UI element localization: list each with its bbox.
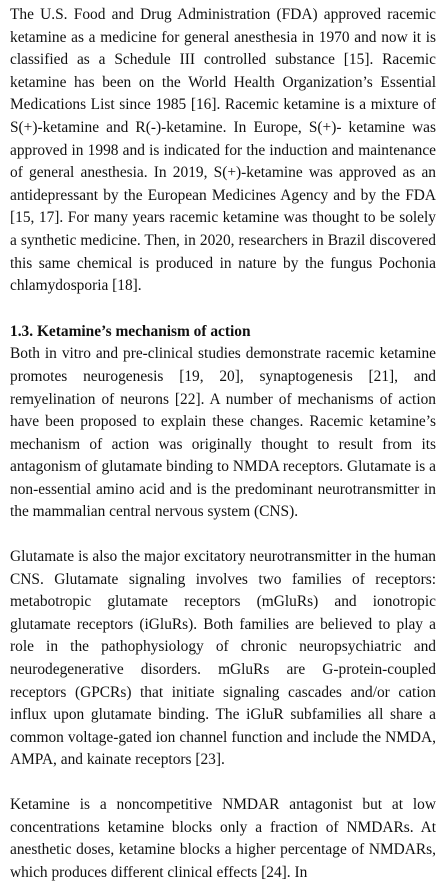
section-title: Ketamine’s mechanism of action (36, 322, 251, 340)
document-page (10, 4, 436, 884)
paragraph-ketamine-history: The U.S. Food and Drug Administration (FDA) approved racemic ketamine as a medicine for general anesthesia in 1970 and now it is classified as a Schedule III controlled substance [15]. Racemic ketamine has been on the World Health Organization’s Essential Medications List since 1985 [16]. Racemic ketamine is a mixture of S(+)-ketamine and R(-)-ketamine. In Europe, S(+)- ketamine was approved in 1998 and is indicated for the induction and maintenance of general anesthesia. In 2019, S(+)-ketamine was approved as an antidepressant by the European Medicines Agency and by the FDA [15, 17]. For many years racemic ketamine was thought to be solely a synthetic medicine. Then, in 2020, researchers in Brazil discovered this same chemical is produced in nature by the fungus Pochonia chlamydosporia [18]. (10, 6, 436, 295)
paragraph-mechanism: Both in vitro and pre-clinical studies demonstrate racemic ketamine promotes neurogenesis [19, 20], synaptogenesis [21], and remyelination of neurons [22]. A number of mechanisms of action have been proposed to explain these changes. Racemic ketamine’s mechanism of action was originally thought to result from its antagonism of glutamate binding to NMDA receptors. Glutamate is a non-essential amino acid and is the predominant neurotransmitter in the mammalian central nervous system (CNS). (10, 345, 436, 521)
paragraph-gap (10, 772, 436, 794)
paragraph-nmdar-antagonist: Ketamine is a noncompetitive NMDAR antagonist but at low concentrations ketamine blocks only a fraction of NMDARs. At anesthetic doses, ketamine blocks a higher percentage of NMDARs, which produces different clinical effects [24]. In (10, 796, 436, 881)
paragraph-gap (10, 298, 436, 320)
paragraph-gap (10, 524, 436, 546)
paragraph-glutamate: Glutamate is also the major excitatory neurotransmitter in the human CNS. Glutamate signaling involves two families of receptors: metabotropic glutamate receptors (mGluRs) and ionotropic glutamate receptors (iGluRs). Both families are believed to play a role in the pathophysiology of chronic neuropsychiatric and neurodegenerative disorders. mGluRs are G-protein-coupled receptors (GPCRs) that initiate signaling cascades and/or cation influx upon glutamate binding. The iGluR subfamilies all share a common voltage-gated ion channel function and include the NMDA, AMPA, and kainate receptors [23]. (10, 548, 436, 769)
section-number: 1.3. (10, 322, 34, 340)
section-heading (10, 321, 436, 344)
